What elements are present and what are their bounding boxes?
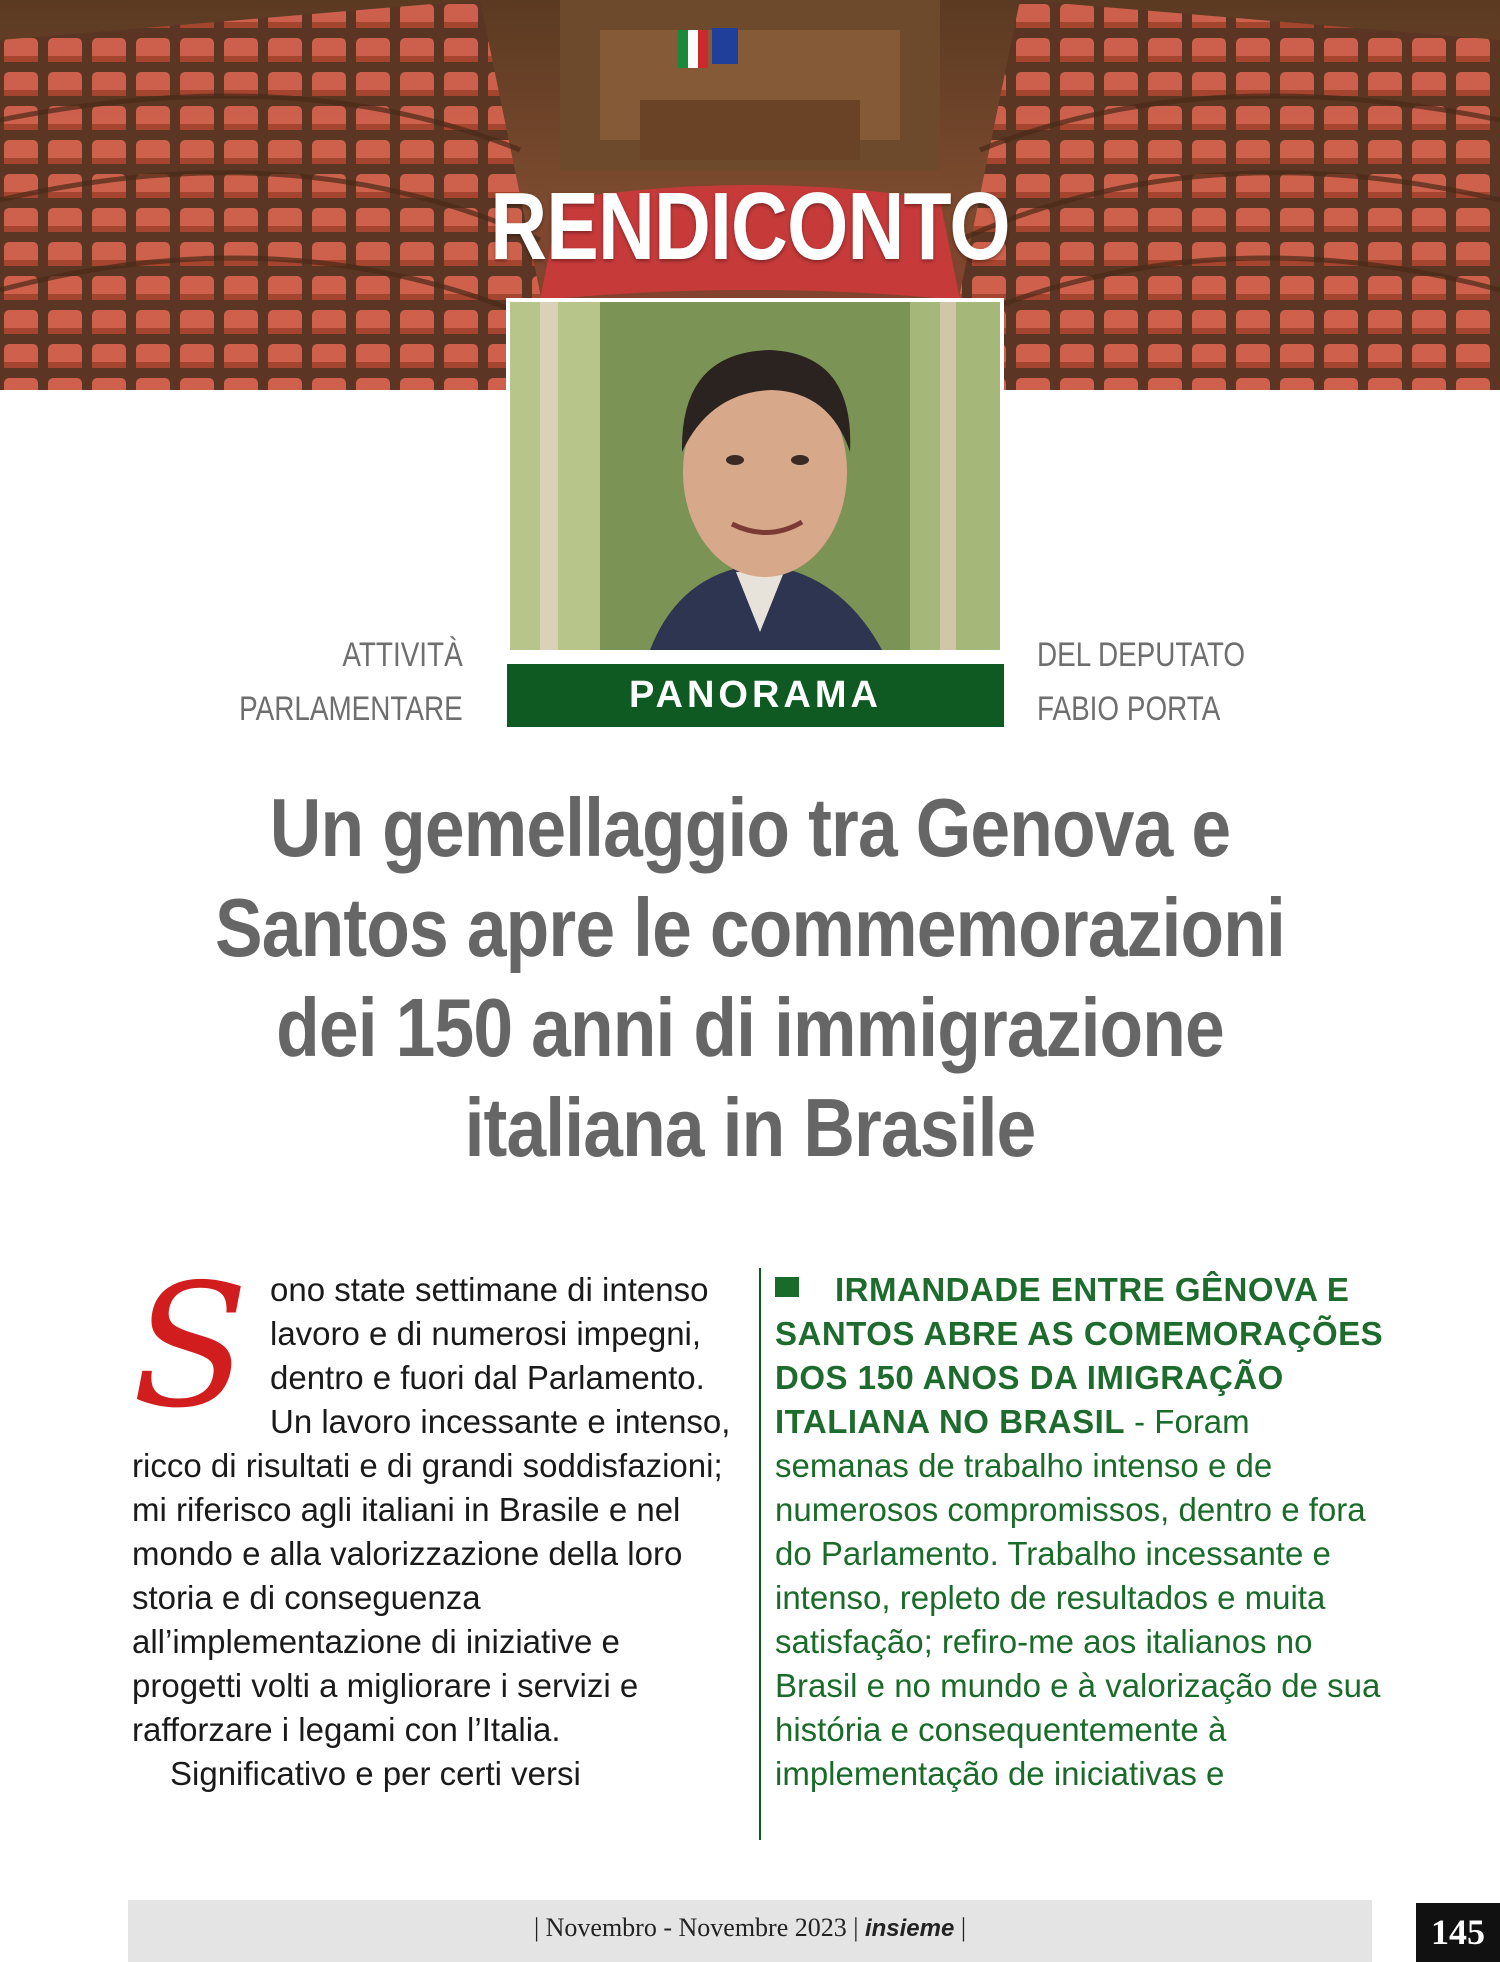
kicker-left-line-1: ATTIVITÀ [342, 636, 463, 674]
kicker-left-line-2: PARLAMENTARE [239, 690, 463, 728]
article-italian-paragraph-1: ono state settimane di intenso lavoro e di numerosi impegni, dentro e fuori dal Parlamento. Un lavoro incessante e intenso, ricco di risultati e di grandi soddisfazioni; mi riferisco agli italiani in Brasile e nel mondo e alla valorizzazione della loro storia e di conseguenza all’implementazione di iniziative e progetti volti a migliorare i servizi e rafforzare i legami con l’Italia. [132, 1271, 731, 1748]
headline-line-3: dei 150 anni di immigrazione [276, 981, 1224, 1074]
headline-line-4: italiana in Brasile [464, 1081, 1036, 1174]
author-portrait [506, 298, 1004, 654]
article-italian-paragraph-2: Significativo e per certi versi [170, 1755, 581, 1792]
footer-issue-line [128, 1913, 1372, 1943]
square-bullet-icon [775, 1277, 799, 1297]
article-italian-column [132, 1248, 732, 1796]
kicker-right [1037, 628, 1245, 736]
kicker-right-line-2: FABIO PORTA [1037, 690, 1221, 728]
column-divider [759, 1268, 761, 1840]
page-number: 145 [1416, 1903, 1500, 1962]
panorama-label: PANORAMA [507, 664, 1004, 727]
portuguese-heading: IRMANDADE ENTRE GÊNOVA E SANTOS ABRE AS COMEMORAÇÕES DOS 150 ANOS DA IMIGRAÇÃO ITALIANA NO BRASIL [775, 1271, 1384, 1440]
dropcap-letter: S [132, 1248, 249, 1446]
magazine-logo: insieme [864, 1915, 955, 1942]
article-headline [191, 778, 1309, 1178]
footer-issue-date: | Novembro - Novembre 2023 | [533, 1913, 859, 1942]
kicker-left [239, 628, 463, 736]
section-title: RENDICONTO [490, 173, 1010, 280]
headline-line-2: Santos apre le commemorazioni [215, 881, 1285, 974]
headline-line-1: Un gemellaggio tra Genova e [269, 781, 1231, 874]
kicker-right-line-1: DEL DEPUTATO [1037, 636, 1246, 674]
article-portuguese-column [775, 1268, 1385, 1796]
portuguese-body: - Foram semanas de trabalho intenso e de numerosos compromissos, dentro e fora do Parlamento. Trabalho incessante e intenso, repleto de resultados e muita satisfação; refiro-me aos italianos no Brasil e no mundo e à valorização de sua história e consequentemente à implementação de iniciativas e [775, 1403, 1381, 1792]
footer-separator: | [960, 1913, 967, 1942]
portrait-illustration [510, 302, 1000, 650]
